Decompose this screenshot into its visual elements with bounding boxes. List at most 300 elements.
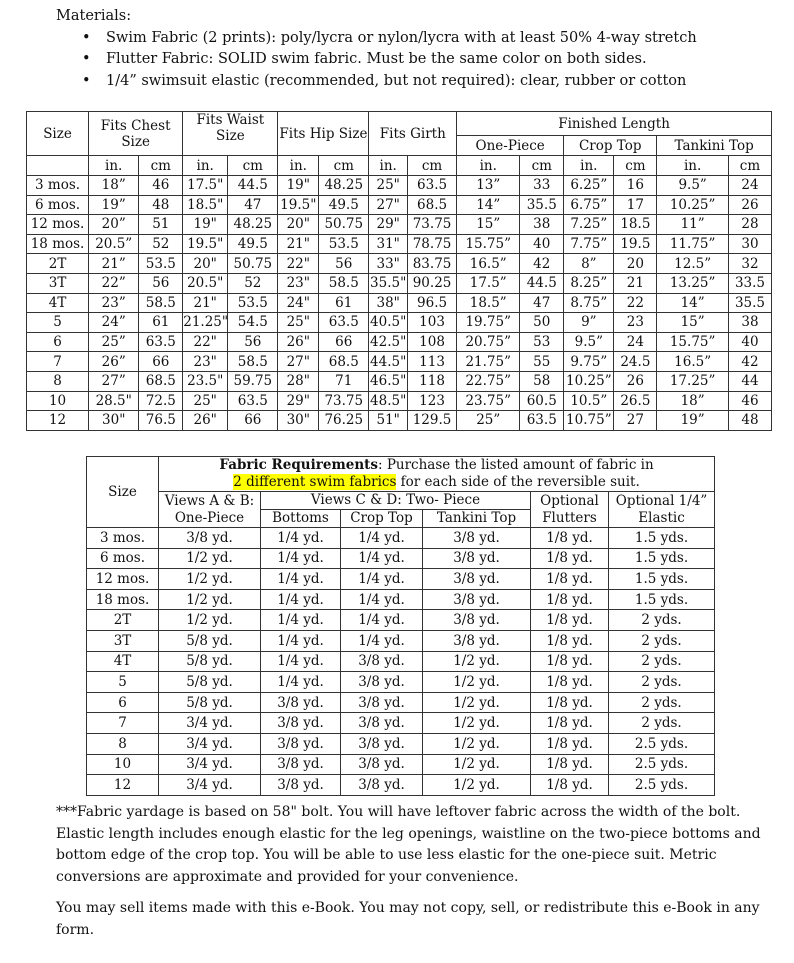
yardage-cell: 1/8 yd. <box>531 589 609 610</box>
size-cell: 5 <box>87 672 159 693</box>
table-row <box>27 313 772 333</box>
yardage-cell: 3/8 yd. <box>423 589 531 610</box>
measure-cell: 30" <box>89 411 139 431</box>
girth-header: Fits Girth <box>369 112 457 156</box>
fabric-size-header: Size <box>87 457 159 528</box>
measure-cell: 108 <box>407 332 456 352</box>
measure-cell: 23" <box>183 352 228 372</box>
measure-cell: 76.5 <box>139 411 183 431</box>
measure-cell: 7.25” <box>564 215 614 235</box>
unit-cm-label: cm <box>228 156 278 176</box>
measure-cell: 83.75 <box>407 254 456 274</box>
measure-cell: 35.5" <box>370 275 407 292</box>
yardage-cell: 3/8 yd. <box>341 713 423 734</box>
measure-cell: 42 <box>520 254 564 274</box>
measure-cell: 6.75” <box>564 195 614 215</box>
measure-cell: 63.5 <box>228 391 278 411</box>
yardage-cell: 1/8 yd. <box>531 569 609 590</box>
measure-cell: 48.25 <box>319 176 369 196</box>
yardage-cell: 1/2 yd. <box>423 775 531 796</box>
measure-cell: 24.5 <box>614 352 657 372</box>
measure-cell: 60.5 <box>520 391 564 411</box>
yardage-cell: 1/2 yd. <box>423 713 531 734</box>
table-row <box>87 775 715 796</box>
size-cell: 10 <box>27 391 89 411</box>
unit-in-label: in. <box>457 156 520 176</box>
measure-cell: 17.25” <box>657 371 729 391</box>
materials-item: • Flutter Fabric: SOLID swim fabric. Must be the same color on both sides. <box>106 49 776 71</box>
fabric-requirements-table <box>86 456 715 796</box>
measure-cell: 16 <box>614 176 657 196</box>
measure-cell: 20 <box>614 254 657 274</box>
measure-cell: 49.5 <box>228 234 278 254</box>
yardage-cell: 1/8 yd. <box>531 610 609 631</box>
size-cell: 3 mos. <box>27 176 89 196</box>
views-ab-header: Views A & B: One-Piece <box>159 492 261 528</box>
yardage-cell: 2 yds. <box>609 692 715 713</box>
measure-cell: 53 <box>520 332 564 352</box>
table-row <box>27 176 772 196</box>
measure-cell: 68.5 <box>139 371 183 391</box>
measure-cell: 29" <box>278 391 319 411</box>
yardage-cell: 3/8 yd. <box>261 692 341 713</box>
yardage-cell: 1/2 yd. <box>423 651 531 672</box>
measure-cell: 59.75 <box>228 371 278 391</box>
measure-cell: 58.5 <box>228 352 278 372</box>
measure-cell: 73.75 <box>319 391 369 411</box>
measure-cell: 17.5” <box>457 273 520 293</box>
measure-cell: 9.5” <box>564 332 614 352</box>
size-cell: 3 mos. <box>87 528 159 549</box>
table-row <box>27 254 772 274</box>
size-cell: 18 mos. <box>27 234 89 254</box>
measure-cell: 21 <box>614 273 657 293</box>
yardage-cell: 1/2 yd. <box>159 548 261 569</box>
measure-cell: 40.5" <box>370 314 407 331</box>
measure-cell: 30" <box>278 411 319 431</box>
yardage-cell: 2 yds. <box>609 651 715 672</box>
measure-cell: 20" <box>278 215 319 235</box>
measure-cell: 23.5" <box>183 371 228 391</box>
yardage-cell: 3/8 yd. <box>341 733 423 754</box>
measure-cell: 90.25 <box>407 273 456 293</box>
yardage-cell: 3/8 yd. <box>341 775 423 796</box>
yardage-cell: 1.5 yds. <box>609 569 715 590</box>
measure-cell: 33.5 <box>728 273 771 293</box>
measure-cell: 68.5 <box>319 352 369 372</box>
one-piece-header: One-Piece <box>457 136 564 156</box>
measure-cell: 19” <box>657 411 729 431</box>
yardage-cell: 1/2 yd. <box>159 610 261 631</box>
measure-cell: 49.5 <box>319 195 369 215</box>
measure-cell: 9” <box>564 313 614 333</box>
measure-cell: 44.5" <box>370 353 407 370</box>
table-row <box>87 713 715 734</box>
measure-cell: 8.75” <box>564 293 614 313</box>
materials-item: • Swim Fabric (2 prints): poly/lycra or nylon/lycra with at least 50% 4-way stretch <box>106 28 776 50</box>
yardage-cell: 1/8 yd. <box>531 672 609 693</box>
size-cell: 12 <box>87 775 159 796</box>
measure-cell: 63.5 <box>407 176 456 196</box>
unit-cm-label: cm <box>319 156 369 176</box>
measure-cell: 18” <box>657 391 729 411</box>
measure-cell: 38 <box>520 215 564 235</box>
yardage-cell: 1/4 yd. <box>261 589 341 610</box>
unit-cm-label: cm <box>520 156 564 176</box>
materials-list <box>56 28 776 93</box>
yardage-cell: 1/4 yd. <box>341 630 423 651</box>
measure-cell: 72.5 <box>139 391 183 411</box>
size-cell: 2T <box>27 254 89 274</box>
yardage-cell: 1/4 yd. <box>261 651 341 672</box>
measure-cell: 46 <box>139 176 183 196</box>
measure-cell: 55 <box>520 352 564 372</box>
yardage-cell: 3/4 yd. <box>159 775 261 796</box>
measure-cell: 19.5" <box>278 195 319 215</box>
measure-cell: 27" <box>278 352 319 372</box>
measure-cell: 10.75” <box>564 411 614 431</box>
measure-cell: 19.5" <box>183 234 228 254</box>
fabric-requirements-body <box>87 528 715 796</box>
yardage-cell: 5/8 yd. <box>159 651 261 672</box>
unit-cm-label: cm <box>614 156 657 176</box>
measure-cell: 28.5" <box>89 391 139 411</box>
measure-cell: 16.5” <box>457 254 520 274</box>
measure-cell: 76.25 <box>319 411 369 431</box>
materials-heading: Materials: <box>56 8 132 24</box>
measure-cell: 58.5 <box>139 293 183 313</box>
measure-cell: 63.5 <box>520 411 564 431</box>
unit-in-label: in. <box>278 156 319 176</box>
measure-cell: 21" <box>183 293 228 313</box>
unit-in-label: in. <box>369 156 408 176</box>
measure-cell: 13.25” <box>657 273 729 293</box>
table-row <box>27 195 772 215</box>
yardage-cell: 1.5 yds. <box>609 548 715 569</box>
hip-header: Fits Hip Size <box>278 112 369 156</box>
size-cell: 6 mos. <box>27 195 89 215</box>
yardage-cell: 1/8 yd. <box>531 651 609 672</box>
measure-cell: 24 <box>614 332 657 352</box>
table-row <box>87 610 715 631</box>
measure-cell: 38 <box>728 313 771 333</box>
measure-cell: 19.5 <box>614 234 657 254</box>
materials-item: • 1/4” swimsuit elastic (recommended, but not required): clear, rubber or cotton <box>106 71 776 93</box>
measure-cell: 46 <box>728 391 771 411</box>
measure-cell: 32 <box>728 254 771 274</box>
measure-cell: 19" <box>183 215 228 235</box>
unit-cm-label: cm <box>407 156 456 176</box>
yardage-cell: 1/8 yd. <box>531 713 609 734</box>
yardage-cell: 1.5 yds. <box>609 589 715 610</box>
yardage-cell: 3/8 yd. <box>341 672 423 693</box>
fabric-crop-top-header: Crop Top <box>341 510 423 528</box>
table-row <box>87 589 715 610</box>
yardage-cell: 2 yds. <box>609 630 715 651</box>
measure-cell: 40 <box>520 234 564 254</box>
yardage-cell: 3/4 yd. <box>159 733 261 754</box>
table-row <box>27 371 772 391</box>
yardage-cell: 3/4 yd. <box>159 713 261 734</box>
measure-cell: 51" <box>369 411 408 431</box>
table-row <box>27 332 772 352</box>
measure-cell: 13” <box>457 176 520 196</box>
unit-in-label: in. <box>183 156 228 176</box>
measure-cell: 15.75” <box>457 234 520 254</box>
fabric-tankini-header: Tankini Top <box>423 510 531 528</box>
measure-cell: 30 <box>728 234 771 254</box>
yardage-cell: 3/8 yd. <box>341 651 423 672</box>
measure-cell: 23” <box>89 293 139 313</box>
yardage-cell: 1/4 yd. <box>261 569 341 590</box>
measure-cell: 19" <box>278 176 319 196</box>
measure-cell: 19.75” <box>457 313 520 333</box>
materials-section <box>56 6 776 92</box>
measure-cell: 42.5" <box>370 334 407 351</box>
measure-cell: 12.5” <box>657 254 729 274</box>
measure-cell: 28" <box>278 371 319 391</box>
measure-cell: 10.25” <box>564 371 614 391</box>
yardage-cell: 1/2 yd. <box>423 733 531 754</box>
flutters-header: Optional Flutters <box>531 492 609 528</box>
unit-in-label: in. <box>564 156 614 176</box>
table-row <box>27 215 772 235</box>
yardage-cell: 1/4 yd. <box>261 610 341 631</box>
yardage-cell: 1/4 yd. <box>341 589 423 610</box>
yardage-cell: 1.5 yds. <box>609 528 715 549</box>
yardage-cell: 3/8 yd. <box>423 630 531 651</box>
measure-cell: 68.5 <box>407 195 456 215</box>
bottoms-header: Bottoms <box>261 510 341 528</box>
views-cd-header: Views C & D: Two- Piece <box>261 492 531 510</box>
yardage-cell: 3/8 yd. <box>423 528 531 549</box>
measure-cell: 10.25” <box>657 195 729 215</box>
table-row <box>27 273 772 293</box>
measure-cell: 63.5 <box>319 313 369 333</box>
measure-cell: 96.5 <box>407 293 456 313</box>
measure-cell: 24" <box>278 293 319 313</box>
measure-cell: 22” <box>89 273 139 293</box>
measure-cell: 25” <box>89 332 139 352</box>
measure-cell: 42 <box>728 352 771 372</box>
size-cell: 12 mos. <box>87 569 159 590</box>
yardage-cell: 1/8 yd. <box>531 548 609 569</box>
crop-top-header: Crop Top <box>564 136 657 156</box>
size-chart-table <box>26 111 772 431</box>
measure-cell: 22" <box>183 332 228 352</box>
yardage-cell: 5/8 yd. <box>159 672 261 693</box>
measure-cell: 66 <box>139 352 183 372</box>
unit-in-label: in. <box>657 156 729 176</box>
measure-cell: 63.5 <box>139 332 183 352</box>
size-cell: 6 mos. <box>87 548 159 569</box>
yardage-cell: 2.5 yds. <box>609 733 715 754</box>
measure-cell: 35.5 <box>520 195 564 215</box>
measure-cell: 21.75” <box>457 352 520 372</box>
measure-cell: 11” <box>657 215 729 235</box>
measure-cell: 56 <box>319 254 369 274</box>
measure-cell: 17.5" <box>183 176 228 196</box>
size-chart-body <box>27 176 772 431</box>
measure-cell: 61 <box>319 293 369 313</box>
table-row <box>27 352 772 372</box>
license-notice: You may sell items made with this e-Book. You may not copy, sell, or redistribute this e-Book in any form. <box>56 900 760 938</box>
measure-cell: 40 <box>728 332 771 352</box>
measure-cell: 118 <box>407 371 456 391</box>
measure-cell: 20” <box>89 215 139 235</box>
measure-cell: 31" <box>369 234 408 254</box>
yardage-cell: 1/8 yd. <box>531 528 609 549</box>
yardage-cell: 1/2 yd. <box>159 569 261 590</box>
table-row <box>87 528 715 549</box>
yardage-cell: 1/4 yd. <box>341 548 423 569</box>
yardage-cell: 1/8 yd. <box>531 754 609 775</box>
measure-cell: 53.5 <box>139 254 183 274</box>
table-row <box>27 234 772 254</box>
measure-cell: 56 <box>139 273 183 293</box>
measure-cell: 66 <box>228 411 278 431</box>
measure-cell: 23.75” <box>457 391 520 411</box>
measure-cell: 46.5" <box>370 373 407 390</box>
measure-cell: 48.25 <box>228 215 278 235</box>
footnote: ***Fabric yardage is based on 58" bolt. You will have leftover fabric across the width of the bolt. Elastic length includes enough elastic for the leg openings, waistline on the two-piece bottoms and bottom edge of the crop top. You will be able to use less elastic for the one-piece suit. Metric conversions are approximate and provided for your convenience. <box>56 804 761 886</box>
unit-cm-label: cm <box>139 156 183 176</box>
measure-cell: 20.5" <box>183 273 228 293</box>
measure-cell: 61 <box>139 313 183 333</box>
unit-row <box>27 156 772 176</box>
tankini-header: Tankini Top <box>657 136 772 156</box>
unit-in-label: in. <box>89 156 139 176</box>
measure-cell: 18” <box>89 176 139 196</box>
measure-cell: 50 <box>520 313 564 333</box>
measure-cell: 47 <box>228 195 278 215</box>
yardage-cell: 1/4 yd. <box>341 569 423 590</box>
measure-cell: 19” <box>89 195 139 215</box>
yardage-cell: 3/8 yd. <box>341 692 423 713</box>
size-cell: 7 <box>87 713 159 734</box>
waist-header: Fits Waist Size <box>183 112 278 156</box>
fabric-title-rest: : Purchase the listed amount of fabric in <box>377 457 654 473</box>
measure-cell: 20" <box>183 254 228 274</box>
measure-cell: 58 <box>520 371 564 391</box>
measure-cell: 48.5" <box>370 392 407 409</box>
measure-cell: 123 <box>407 391 456 411</box>
yardage-cell: 1/8 yd. <box>531 733 609 754</box>
yardage-cell: 1/8 yd. <box>531 630 609 651</box>
yardage-cell: 2.5 yds. <box>609 775 715 796</box>
size-cell: 2T <box>87 610 159 631</box>
measure-cell: 78.75 <box>407 234 456 254</box>
measure-cell: 8.25” <box>564 273 614 293</box>
size-cell: 12 mos. <box>27 215 89 235</box>
yardage-cell: 3/8 yd. <box>423 610 531 631</box>
measure-cell: 18.5" <box>183 195 228 215</box>
measure-cell: 27” <box>89 371 139 391</box>
measure-cell: 21” <box>89 254 139 274</box>
size-cell: 6 <box>87 692 159 713</box>
measure-cell: 35.5 <box>728 293 771 313</box>
measure-cell: 17 <box>614 195 657 215</box>
yardage-cell: 2 yds. <box>609 713 715 734</box>
fabric-title-bold: Fabric Requirements <box>219 457 378 473</box>
measure-cell: 129.5 <box>407 411 456 431</box>
size-cell: 8 <box>87 733 159 754</box>
measure-cell: 26 <box>728 195 771 215</box>
measure-cell: 33 <box>520 176 564 196</box>
measure-cell: 52 <box>228 273 278 293</box>
measure-cell: 48 <box>728 411 771 431</box>
yardage-cell: 1/4 yd. <box>341 528 423 549</box>
measure-cell: 24” <box>89 313 139 333</box>
table-row <box>87 651 715 672</box>
chest-header: Fits Chest Size <box>89 112 183 156</box>
yardage-cell: 1/4 yd. <box>341 610 423 631</box>
measure-cell: 9.75” <box>564 352 614 372</box>
measure-cell: 26” <box>89 352 139 372</box>
measure-cell: 22 <box>614 293 657 313</box>
measure-cell: 58.5 <box>319 273 369 293</box>
yardage-cell: 1/4 yd. <box>261 528 341 549</box>
size-cell: 4T <box>87 651 159 672</box>
measure-cell: 18.5” <box>457 293 520 313</box>
measure-cell: 44.5 <box>228 176 278 196</box>
unit-cell-blank <box>27 156 89 176</box>
size-cell: 4T <box>27 293 89 313</box>
table-row <box>27 391 772 411</box>
measure-cell: 26" <box>278 332 319 352</box>
yardage-cell: 2 yds. <box>609 672 715 693</box>
table-row <box>27 293 772 313</box>
yardage-cell: 3/8 yd. <box>341 754 423 775</box>
measure-cell: 6.25” <box>564 176 614 196</box>
measure-cell: 44 <box>728 371 771 391</box>
yardage-cell: 3/8 yd. <box>261 775 341 796</box>
measure-cell: 18.5 <box>614 215 657 235</box>
yardage-cell: 1/4 yd. <box>261 548 341 569</box>
size-cell: 3T <box>27 273 89 293</box>
yardage-cell: 3/8 yd. <box>261 713 341 734</box>
table-row <box>87 733 715 754</box>
measure-cell: 23" <box>278 273 319 293</box>
measure-cell: 25" <box>183 391 228 411</box>
measure-cell: 21" <box>278 234 319 254</box>
size-cell: 12 <box>27 411 89 431</box>
yardage-cell: 3/8 yd. <box>423 548 531 569</box>
measure-cell: 44.5 <box>520 273 564 293</box>
measure-cell: 52 <box>139 234 183 254</box>
table-row <box>87 672 715 693</box>
measure-cell: 25" <box>369 176 408 196</box>
size-cell: 18 mos. <box>87 589 159 610</box>
size-header: Size <box>27 112 89 156</box>
yardage-cell: 1/2 yd. <box>423 672 531 693</box>
measure-cell: 48 <box>139 195 183 215</box>
size-cell: 10 <box>87 754 159 775</box>
yardage-cell: 3/8 yd. <box>159 528 261 549</box>
table-row <box>87 569 715 590</box>
yardage-cell: 1/2 yd. <box>159 589 261 610</box>
fabric-title-end: for each side of the reversible suit. <box>396 474 640 490</box>
measure-cell: 26.5 <box>614 391 657 411</box>
measure-cell: 20.75” <box>457 332 520 352</box>
fabric-highlight: 2 different swim fabrics <box>233 474 397 490</box>
measure-cell: 15.75” <box>657 332 729 352</box>
measure-cell: 53.5 <box>319 234 369 254</box>
yardage-cell: 3/8 yd. <box>261 754 341 775</box>
measure-cell: 66 <box>319 332 369 352</box>
measure-cell: 20.5” <box>89 234 139 254</box>
measure-cell: 29" <box>369 215 408 235</box>
